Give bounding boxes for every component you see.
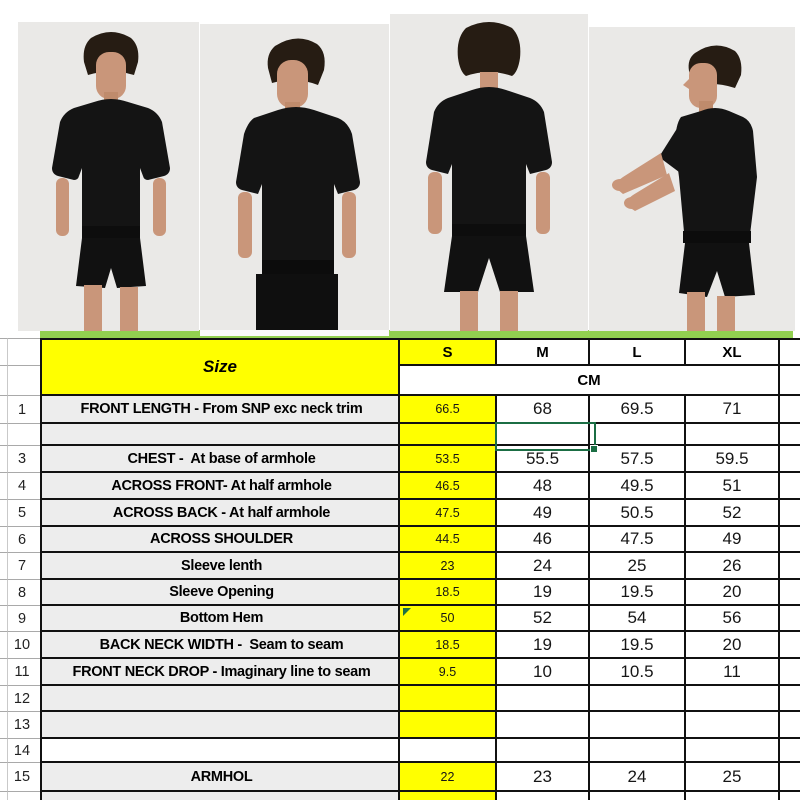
value-cell-m[interactable]: 46 <box>497 527 590 553</box>
unit-header-cell[interactable]: CM <box>400 366 780 396</box>
value-cell-l[interactable]: 47.5 <box>590 527 686 553</box>
edge-cell[interactable] <box>780 712 800 739</box>
row-number[interactable]: 7 <box>8 553 40 580</box>
value-cell-l[interactable]: 50.5 <box>590 500 686 527</box>
margin-cell[interactable] <box>0 396 8 424</box>
value-cell-s[interactable]: 50 <box>400 606 497 632</box>
edge-cell[interactable] <box>780 500 800 527</box>
value-cell-l[interactable]: 10.5 <box>590 659 686 686</box>
value-cell-s[interactable]: 46.5 <box>400 473 497 500</box>
row-label-cell[interactable]: CHEST - At base of armhole <box>40 446 400 473</box>
edge-cell[interactable] <box>780 553 800 580</box>
row-label-cell[interactable]: ACROSS SHOULDER <box>40 527 400 553</box>
margin-cell[interactable] <box>0 338 8 366</box>
value-cell-xl[interactable] <box>686 712 780 739</box>
row-label-cell[interactable]: Sleeve Opening <box>40 580 400 606</box>
value-cell-l[interactable]: 25 <box>590 553 686 580</box>
value-cell-s[interactable]: 9.5 <box>400 659 497 686</box>
row-label-cell[interactable]: FRONT NECK DROP - Imaginary line to seam <box>40 659 400 686</box>
value-cell-xl[interactable]: 20 <box>686 632 780 659</box>
model-front-illustration <box>18 22 199 331</box>
row-label-cell[interactable]: ACROSS FRONT- At half armhole <box>40 473 400 500</box>
row-number[interactable]: 9 <box>8 606 40 632</box>
margin-cell[interactable] <box>0 763 8 792</box>
value-cell-xl[interactable]: 52 <box>686 500 780 527</box>
value-cell-xl[interactable]: 11 <box>686 659 780 686</box>
value-cell-s[interactable] <box>400 792 497 800</box>
column-header-l[interactable]: L <box>590 338 686 366</box>
product-photo-three-quarter[interactable] <box>200 24 389 336</box>
row-number[interactable] <box>8 792 40 800</box>
margin-cell[interactable] <box>0 424 8 446</box>
value-cell-l[interactable] <box>590 686 686 712</box>
row-label-cell[interactable] <box>40 739 400 763</box>
margin-cell[interactable] <box>0 580 8 606</box>
value-cell-xl[interactable]: 25 <box>686 763 780 792</box>
edge-cell[interactable] <box>780 792 800 800</box>
margin-cell[interactable] <box>0 606 8 632</box>
value-cell-xl[interactable] <box>686 686 780 712</box>
margin-cell[interactable] <box>0 686 8 712</box>
value-cell-l[interactable] <box>590 792 686 800</box>
row-number[interactable]: 1 <box>8 396 40 424</box>
value-cell-m[interactable]: 68 <box>497 396 590 424</box>
value-cell-xl[interactable]: 51 <box>686 473 780 500</box>
value-cell-xl[interactable] <box>686 424 780 446</box>
model-three-quarter-illustration <box>200 24 389 336</box>
value-cell-xl[interactable]: 56 <box>686 606 780 632</box>
edge-cell[interactable] <box>780 446 800 473</box>
value-cell-m[interactable]: 10 <box>497 659 590 686</box>
value-cell-m[interactable]: 48 <box>497 473 590 500</box>
value-cell-l[interactable] <box>590 424 686 446</box>
value-cell-s[interactable]: 18.5 <box>400 632 497 659</box>
row-label-cell[interactable] <box>40 792 400 800</box>
value-cell-l[interactable]: 24 <box>590 763 686 792</box>
margin-cell[interactable] <box>0 659 8 686</box>
row-number[interactable]: 14 <box>8 739 40 763</box>
value-cell-m[interactable]: 23 <box>497 763 590 792</box>
margin-cell[interactable] <box>0 632 8 659</box>
edge-cell[interactable] <box>780 686 800 712</box>
edge-cell[interactable] <box>780 473 800 500</box>
size-chart-table <box>0 338 800 800</box>
column-header-s[interactable]: S <box>400 338 497 366</box>
edge-cell[interactable] <box>780 396 800 424</box>
edge-cell[interactable] <box>780 632 800 659</box>
value-cell-l[interactable]: 19.5 <box>590 580 686 606</box>
value-cell-l[interactable]: 19.5 <box>590 632 686 659</box>
row-number[interactable]: 15 <box>8 763 40 792</box>
value-cell-s[interactable] <box>400 686 497 712</box>
edge-cell[interactable] <box>780 659 800 686</box>
value-cell-s[interactable]: 66.5 <box>400 396 497 424</box>
value-cell-xl[interactable]: 26 <box>686 553 780 580</box>
value-cell-l[interactable]: 69.5 <box>590 396 686 424</box>
row-number[interactable] <box>8 424 40 446</box>
column-header-xl[interactable]: XL <box>686 338 780 366</box>
row-number[interactable]: 8 <box>8 580 40 606</box>
comment-indicator-triangle <box>403 608 411 616</box>
edge-cell[interactable] <box>780 580 800 606</box>
value-cell-m[interactable] <box>497 792 590 800</box>
row-label-cell[interactable]: Sleeve lenth <box>40 553 400 580</box>
value-cell-xl[interactable]: 59.5 <box>686 446 780 473</box>
row-number[interactable]: 11 <box>8 659 40 686</box>
edge-cell[interactable] <box>780 424 800 446</box>
margin-cell[interactable] <box>0 553 8 580</box>
value-cell-m[interactable]: 24 <box>497 553 590 580</box>
value-cell-xl[interactable]: 20 <box>686 580 780 606</box>
margin-cell[interactable] <box>0 527 8 553</box>
margin-cell[interactable] <box>0 712 8 739</box>
value-cell-s[interactable]: 18.5 <box>400 580 497 606</box>
edge-cell[interactable] <box>780 763 800 792</box>
value-cell-m[interactable] <box>497 739 590 763</box>
margin-cell[interactable] <box>0 792 8 800</box>
selected-cell-outline[interactable] <box>495 422 596 451</box>
value-cell-xl[interactable] <box>686 792 780 800</box>
value-cell-s[interactable] <box>400 739 497 763</box>
value-cell-s[interactable]: 44.5 <box>400 527 497 553</box>
edge-cell[interactable] <box>780 366 800 396</box>
product-photo-side-gesture[interactable] <box>589 27 795 331</box>
value-cell-s[interactable] <box>400 424 497 446</box>
value-cell-l[interactable] <box>590 739 686 763</box>
row-label-cell[interactable] <box>40 686 400 712</box>
value-cell-m[interactable]: 19 <box>497 632 590 659</box>
product-photo-back[interactable] <box>390 14 588 331</box>
row-number[interactable]: 6 <box>8 527 40 553</box>
row-label-cell[interactable]: BACK NECK WIDTH - Seam to seam <box>40 632 400 659</box>
row-number[interactable]: 3 <box>8 446 40 473</box>
value-cell-s[interactable] <box>400 712 497 739</box>
value-cell-s[interactable]: 22 <box>400 763 497 792</box>
value-cell-m[interactable]: 55.5 <box>497 446 590 473</box>
value-cell-s[interactable]: 23 <box>400 553 497 580</box>
margin-cell[interactable] <box>8 366 40 396</box>
value-cell-m[interactable]: 52 <box>497 606 590 632</box>
margin-cell[interactable] <box>0 500 8 527</box>
row-label-cell[interactable]: ARMHOL <box>40 763 400 792</box>
value-cell-m[interactable]: 49 <box>497 500 590 527</box>
row-label-cell[interactable] <box>40 424 400 446</box>
row-number[interactable]: 5 <box>8 500 40 527</box>
value-cell-xl[interactable]: 49 <box>686 527 780 553</box>
value-cell-m[interactable]: 19 <box>497 580 590 606</box>
size-header-cell[interactable]: Size <box>40 338 400 396</box>
margin-cell[interactable] <box>0 446 8 473</box>
row-label-cell[interactable]: Bottom Hem <box>40 606 400 632</box>
row-label-cell[interactable] <box>40 712 400 739</box>
row-label-cell[interactable]: ACROSS BACK - At half armhole <box>40 500 400 527</box>
value-cell-l[interactable]: 57.5 <box>590 446 686 473</box>
model-back-illustration <box>390 14 588 331</box>
row-number[interactable]: 10 <box>8 632 40 659</box>
value-cell-xl[interactable] <box>686 739 780 763</box>
product-photo-front[interactable] <box>18 22 199 331</box>
edge-cell[interactable] <box>780 527 800 553</box>
row-number[interactable]: 12 <box>8 686 40 712</box>
margin-cell[interactable] <box>8 338 40 366</box>
value-cell-s[interactable]: 47.5 <box>400 500 497 527</box>
model-side-illustration <box>589 27 795 331</box>
margin-cell[interactable] <box>0 366 8 396</box>
value-cell-s[interactable]: 53.5 <box>400 446 497 473</box>
edge-cell[interactable] <box>780 338 800 366</box>
value-cell-m[interactable] <box>497 712 590 739</box>
edge-cell[interactable] <box>780 606 800 632</box>
row-number[interactable]: 13 <box>8 712 40 739</box>
row-label-cell[interactable]: FRONT LENGTH - From SNP exc neck trim <box>40 396 400 424</box>
value-cell-l[interactable]: 49.5 <box>590 473 686 500</box>
value-cell-xl[interactable]: 71 <box>686 396 780 424</box>
row-number[interactable]: 4 <box>8 473 40 500</box>
margin-cell[interactable] <box>0 739 8 763</box>
value-cell-l[interactable] <box>590 712 686 739</box>
column-header-m[interactable]: M <box>497 338 590 366</box>
value-cell-l[interactable]: 54 <box>590 606 686 632</box>
edge-cell[interactable] <box>780 739 800 763</box>
margin-cell[interactable] <box>0 473 8 500</box>
value-cell-m[interactable] <box>497 686 590 712</box>
